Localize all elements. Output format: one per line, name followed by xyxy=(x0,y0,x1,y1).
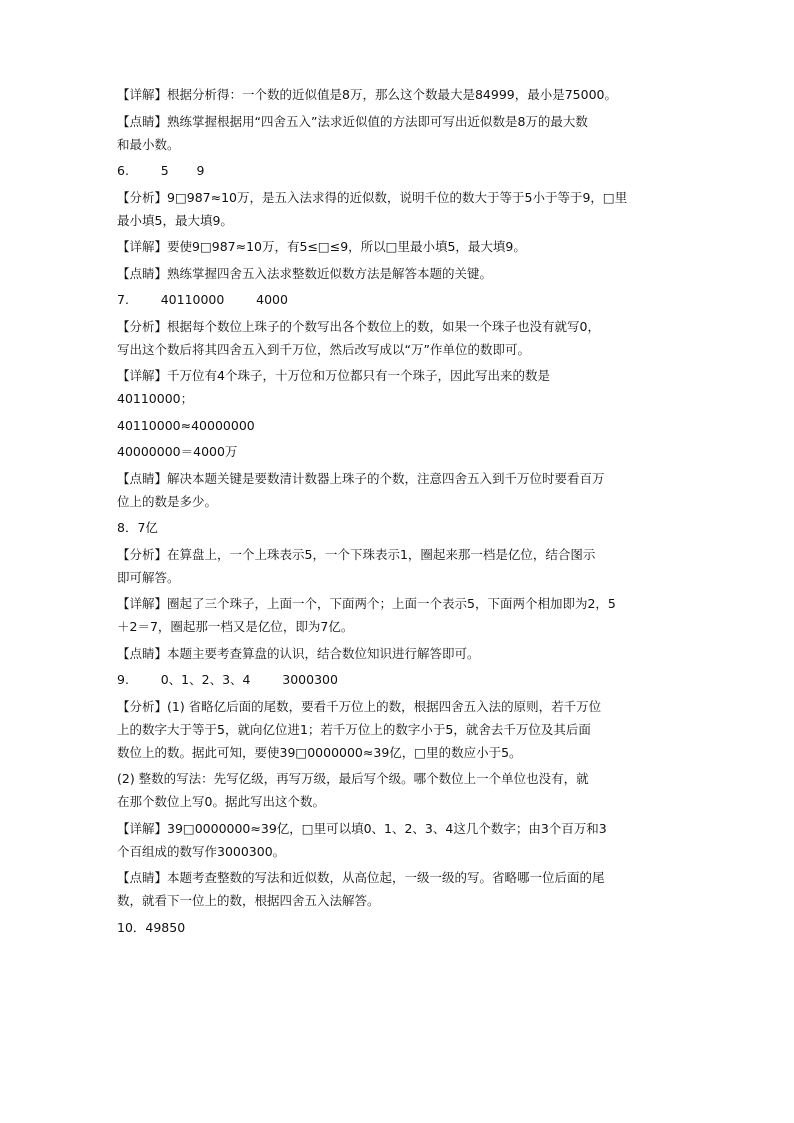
answer-line-10: 10．49850 xyxy=(117,919,186,935)
answer-line-6: 6. 5 9 xyxy=(117,163,205,178)
text-line: ＋2＝7，圈起那一档又是亿位，即为7亿。 xyxy=(117,619,354,634)
text-line: 位上的数是多少。 xyxy=(117,493,218,509)
text-line: 【分析】在算盘上，一个上珠表示5，一个下珠表示1，圈起来那一档是亿位，结合图示 xyxy=(117,546,596,562)
text-line: 【点睛】本题主要考查算盘的认识，结合数位知识进行解答即可。 xyxy=(117,645,480,661)
text-line: 上的数字大于等于5，就向亿位进1；若千万位上的数字小于5，就舍去千万位及其后面 xyxy=(117,721,591,737)
text-line: 【点睛】本题考查整数的写法和近似数，从高位起，一级一级的写。省略哪一位后面的尾 xyxy=(117,870,605,885)
text-line: 【分析】根据每个数位上珠子的个数写出各个数位上的数，如果一个珠子也没有就写0， xyxy=(117,318,600,334)
text-line: 40000000＝4000万 xyxy=(117,444,238,459)
text-line: 数，就看下一位上的数，根据四舍五入法解答。 xyxy=(117,893,380,908)
text-line: 写出这个数后将其四舍五入到千万位，然后改写成以“万”作单位的数即可。 xyxy=(117,341,530,357)
text-line: 和最小数。 xyxy=(117,136,180,152)
answer-line-9: 9. 0、1、2、3、4 3000300 xyxy=(117,672,338,687)
text-line: 最小填5，最大填9。 xyxy=(117,212,233,228)
text-line: 40110000≈40000000 xyxy=(117,417,255,433)
text-line: 个百组成的数写作3000300。 xyxy=(117,843,286,859)
text-line: 【点睛】熟练掌握根据用“四舍五入”法求近似值的方法即可写出近似数是8万的最大数 xyxy=(117,113,588,129)
text-line: 【详解】千万位有4个珠子，十万位和万位都只有一个珠子，因此写出来的数是 xyxy=(117,368,550,383)
answer-line-8: 8．7亿 xyxy=(117,520,158,535)
text-line: 【点睛】熟练掌握四舍五入法求整数近似数方法是解答本题的关键。 xyxy=(117,265,493,281)
text-line: (2) 整数的写法：先写亿级，再写万级，最后写个级。哪个数位上一个单位也没有，就 xyxy=(117,771,589,786)
text-line: 【分析】(1) 省略亿后面的尾数，要看千万位上的数，根据四舍五入法的原则，若千万位 xyxy=(117,698,602,714)
text-line: 【详解】根据分析得：一个数的近似值是8万，那么这个数最大是84999，最小是75000。 xyxy=(117,87,617,102)
text-line: 在那个数位上写0。据此写出这个数。 xyxy=(117,794,325,809)
text-line: 【详解】圈起了三个珠子，上面一个，下面两个；上面一个表示5，下面两个相加即为2，5 xyxy=(117,596,616,611)
answer-explanations xyxy=(117,88,687,947)
text-line: 【点睛】解决本题关键是要数清计数器上珠子的个数，注意四舍五入到千万位时要看百万 xyxy=(117,470,605,486)
text-line: 即可解答。 xyxy=(117,569,180,585)
text-line: 【详解】39□0000000≈39亿，□里可以填0、1、2、3、4这几个数字；由3个百万和3 xyxy=(117,820,607,836)
text-line: 数位上的数。据此可知，要使39□0000000≈39亿，□里的数应小于5。 xyxy=(117,744,522,760)
text-line: 【详解】要使9□987≈10万，有5≤□≤9，所以□里最小填5，最大填9。 xyxy=(117,239,526,254)
text-line: 40110000； xyxy=(117,391,194,406)
text-line: 【分析】9□987≈10万，是五入法求得的近似数，说明千位的数大于等于5小于等于9，□里 xyxy=(117,189,628,205)
answer-line-7: 7. 40110000 4000 xyxy=(117,292,288,307)
